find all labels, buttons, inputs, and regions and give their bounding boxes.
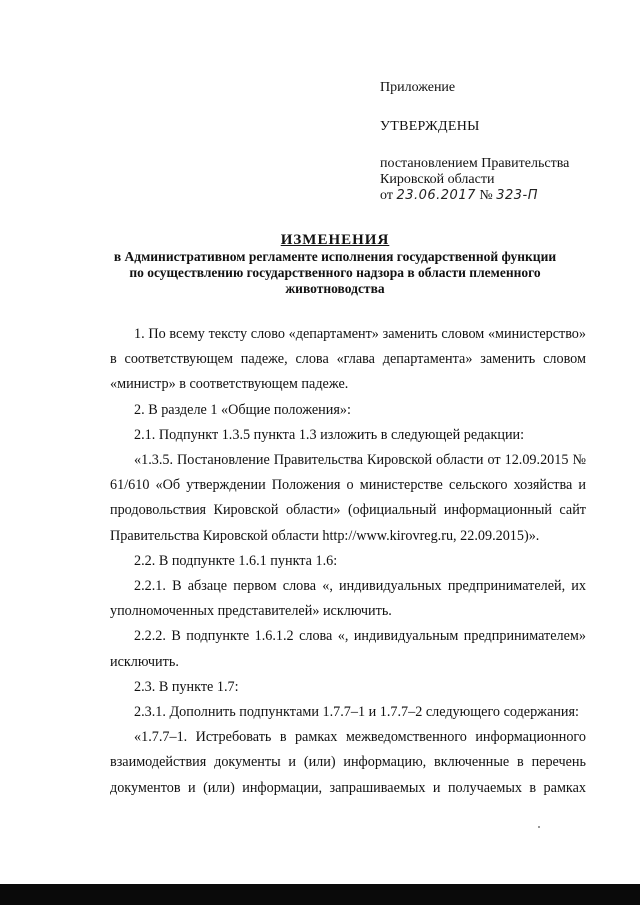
heading-line-2: по осуществлению государственного надзора в области племенного bbox=[129, 265, 541, 280]
handwritten-date: 23.06.2017 bbox=[396, 188, 476, 203]
paragraph-1: 1. По всему тексту слово «департамент» заменить словом «министерство» в соответствующем падеже, слова «глава департамента» заменить словом «министр» в соответствующем падеже. bbox=[110, 326, 586, 393]
resolution-date-line bbox=[380, 188, 620, 204]
heading-line-3: животноводства bbox=[285, 281, 385, 296]
document-body bbox=[110, 322, 586, 801]
paragraph-3: 2.1. Подпункт 1.3.5 пункта 1.3 изложить в следующей редакции: bbox=[134, 426, 525, 443]
appendix-label: Приложение bbox=[380, 80, 456, 95]
paragraph-9: 2.3.1. Дополнить подпунктами 1.7.7–1 и 1.7.7–2 следующего содержания: bbox=[134, 704, 579, 721]
paragraph-5: 2.2. В подпункте 1.6.1 пункта 1.6: bbox=[134, 552, 338, 569]
resolution-line-1: постановлением Правительства bbox=[380, 156, 570, 171]
paragraph-6: 2.2.1. В абзаце первом слова «, индивидуальных предпринимателей, их уполномоченных представителей» исключить. bbox=[110, 578, 586, 620]
paragraph-8: 2.3. В пункте 1.7: bbox=[134, 678, 239, 695]
approved-label: УТВЕРЖДЕНЫ bbox=[380, 119, 480, 134]
paragraph-7: 2.2.2. В подпункте 1.6.1.2 слова «, индивидуальным предпринимателем» исключить. bbox=[110, 628, 586, 670]
resolution-line-2: Кировской области bbox=[380, 172, 495, 187]
scan-speck bbox=[538, 826, 540, 828]
heading-line-1: в Административном регламенте исполнения государственной функции bbox=[113, 249, 557, 264]
date-prefix: от bbox=[380, 188, 393, 203]
paragraph-10: «1.7.7–1. Истребовать в рамках межведомственного информационного взаимодействия документы и (или) информацию, включенные в перечень документов и (или) информации, запрашиваемых и получаемых в рамках bbox=[110, 729, 586, 796]
scan-bottom-edge bbox=[0, 884, 640, 905]
approval-block bbox=[380, 80, 620, 204]
handwritten-number: 323-П bbox=[496, 188, 539, 203]
document-heading bbox=[85, 232, 585, 297]
number-sign: № bbox=[479, 188, 493, 203]
paragraph-2: 2. В разделе 1 «Общие положения»: bbox=[134, 401, 351, 418]
document-title: ИЗМЕНЕНИЯ bbox=[280, 232, 390, 248]
resolution-reference bbox=[380, 156, 620, 204]
paragraph-4: «1.3.5. Постановление Правительства Кировской области от 12.09.2015 № 61/610 «Об утверждении Положения о министерстве сельского хозяйства и продовольствия Кировской области» (официальный информационный сайт Правительства Кировской области http://www.kirovreg.ru, 22.09.2015)». bbox=[110, 452, 586, 544]
